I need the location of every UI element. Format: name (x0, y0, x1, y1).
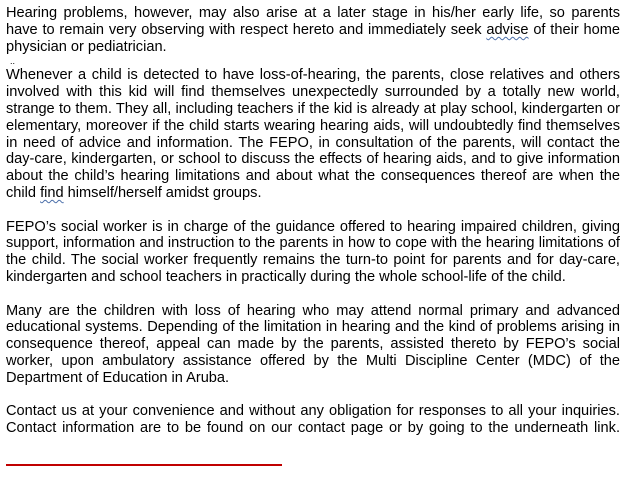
spellcheck-flagged-word[interactable]: find (40, 184, 64, 201)
spellcheck-flagged-word[interactable]: advise (486, 21, 529, 38)
horizontal-divider (6, 464, 282, 466)
ellipsis-marker: .. (10, 56, 16, 67)
paragraph-text: Whenever a child is detected to have loss-of-hearing, the parents, close relatives and others involved with this kid will find themselves unexpectedly surrounded by a totally new world, strange to them. They all, including teachers if the kid is already at play school, kindergarten or elementary, moreover if the child starts wearing hearing aids, will undoubtedly find themselves in need of advice and information. The FEPO, in consultation of the parents, will contact the day-care, kindergarten, or school to discuss the effects of hearing aids, and to give information about the child’s hearing limitations and about what the consequences thereof are when the child (6, 67, 620, 201)
paragraph-education-systems: Many are the children with loss of hearing who may attend normal primary and advanced educational systems. Depending of the limitation in hearing and the kind of problems arising in consequence thereof, appeal can made by the parents, assisted thereto by FEPO’s social worker, upon ambulatory assistance offered by the Multi Discipline Center (MDC) of the Department of Education in Aruba. (6, 302, 620, 386)
paragraph-gap (6, 387, 620, 404)
paragraph-social-worker: FEPO’s social worker is in charge of the guidance offered to hearing impaired children, giving support, information and instruction to the parents in how to cope with the hearing limitations of the child. The social worker frequently remains the turn-to point for parents and for day-care, kindergarten and school teachers in practically during the whole school-life of the child. (6, 218, 620, 285)
paragraph-text: of their home physician or pediatrician. (6, 21, 620, 55)
paragraph-text: Hearing problems, however, may also arise at a later stage in his/her early life, so parents have to remain very observing with respect hereto and immediately seek (6, 5, 620, 38)
paragraph-new-world (6, 67, 620, 201)
paragraph-hearing-problems (6, 5, 620, 55)
paragraph-contact: Contact us at your convenience and without any obligation for responses to all your inquiries. Contact information are to be found on our contact page or by going to the underneath link. (6, 403, 620, 437)
paragraph-text: himself/herself amidst groups. (63, 184, 262, 201)
paragraph-gap (6, 286, 620, 303)
document-body (6, 5, 620, 437)
paragraph-gap (6, 202, 620, 219)
